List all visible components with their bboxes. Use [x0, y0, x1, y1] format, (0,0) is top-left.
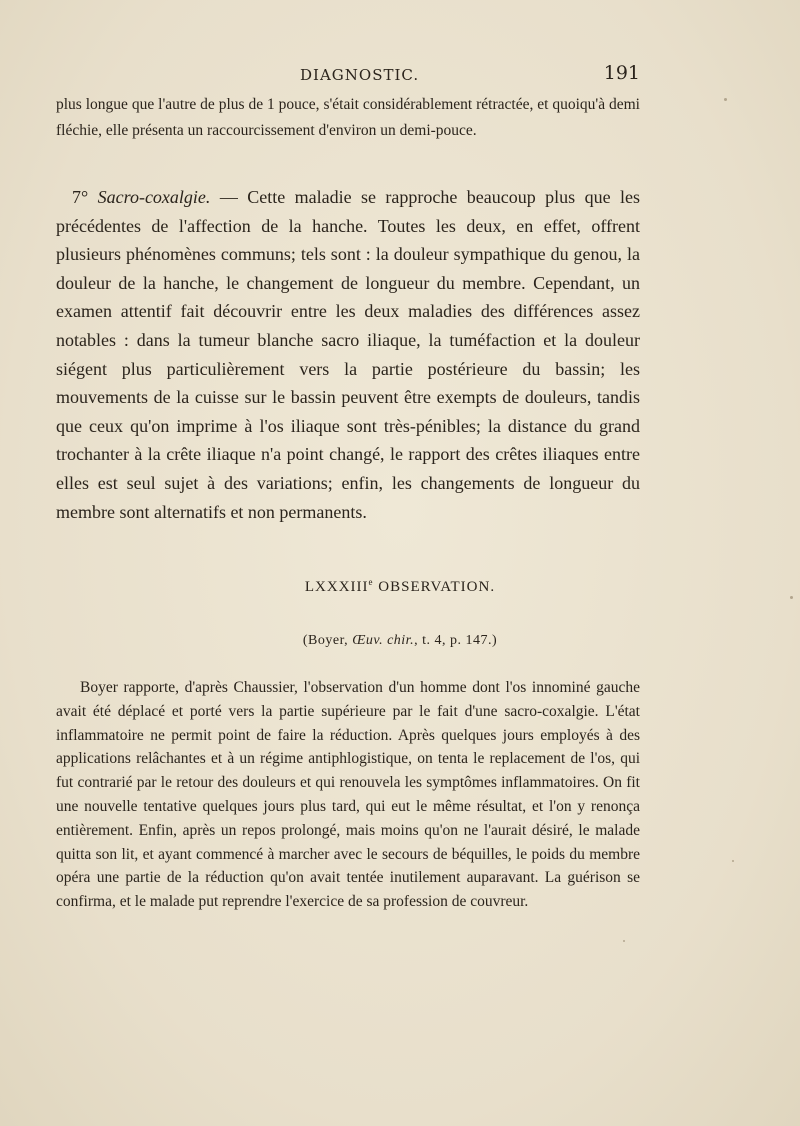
observation-body: Boyer rapporte, d'après Chaussier, l'observation d'un homme dont l'os innominé gauche avait été déplacé et porté vers la partie supérieure par le fait d'une sacro-coxalgie. L'état inflammatoire ne permit point de faire la réduction. Après quelques jours employés à des applications relâchantes et à un régime antiphlogistique, on tenta le replacement de l'os, qui fut contrarié par le retour des douleurs et qui renouvela les symptômes inflammatoires. On fit une nouvelle tentative quelques jours plus tard, qui eut le même résultat, et l'on y renonça entièrement. Enfin, après un repos prolongé, mais moins qu'on ne l'aurait désiré, le malade quitta son lit, et ayant commencé à marcher avec le secours de béquilles, le poids du membre opéra une partie de la réduction qu'on avait tentée inutilement auparavant. La guérison se confirma, et le malade put reprendre l'exercice de sa profession de couvreur.: [56, 679, 640, 911]
ref-work: Œuv. chir.: [352, 633, 415, 648]
page-number: 191: [603, 62, 640, 84]
ref-open: (Boyer,: [302, 633, 353, 648]
paper-speck: [790, 596, 793, 599]
paper-speck: [724, 98, 727, 101]
section-title: Sacro-coxalgie.: [97, 187, 211, 207]
observation-heading: [0, 577, 800, 596]
continuation-paragraph: plus longue que l'autre de plus de 1 pouce, s'était considérablement rétractée, et quoiqu'à demi fléchie, elle présenta un raccourcissement d'environ un demi-pouce.: [56, 96, 640, 139]
paper-speck: [732, 860, 734, 862]
ref-rest: , t. 4, p. 147.): [414, 633, 498, 648]
running-head-title: DIAGNOSTIC.: [300, 66, 420, 84]
section-body: — Cette maladie se rapproche beaucoup plus que les précédentes de l'affection de la hanche. Toutes les deux, en effet, offrent plusieurs phénomènes communs; tels sont : la douleur sympathique du genou, la douleur de la hanche, le changement de longueur du membre. Cependant, un examen attentif fait découvrir entre les deux maladies des différences assez notables : dans la tumeur blanche sacro iliaque, la tuméfaction et la douleur siégent plus particulièrement vers la partie postérieure du bassin; les mouvements de la cuisse sur le bassin peuvent être exempts de douleurs, tandis que ceux qu'on imprime à l'os iliaque sont très-pénibles; la distance du grand trochanter à la crête iliaque n'a point changé, le rapport des crêtes iliaques entre elles est seul sujet à des variations; enfin, les changements de longueur du membre sont alternatifs et non permanents.: [56, 187, 640, 522]
observation-number-sup: e: [368, 577, 374, 587]
running-head: [300, 64, 640, 88]
section-number: 7°: [72, 187, 98, 207]
section-7-paragraph: [56, 183, 640, 526]
observation-number: LXXXIII: [304, 579, 369, 595]
observation-reference: [0, 633, 800, 649]
observation-label: OBSERVATION.: [373, 579, 496, 595]
paper-speck: [623, 940, 625, 942]
